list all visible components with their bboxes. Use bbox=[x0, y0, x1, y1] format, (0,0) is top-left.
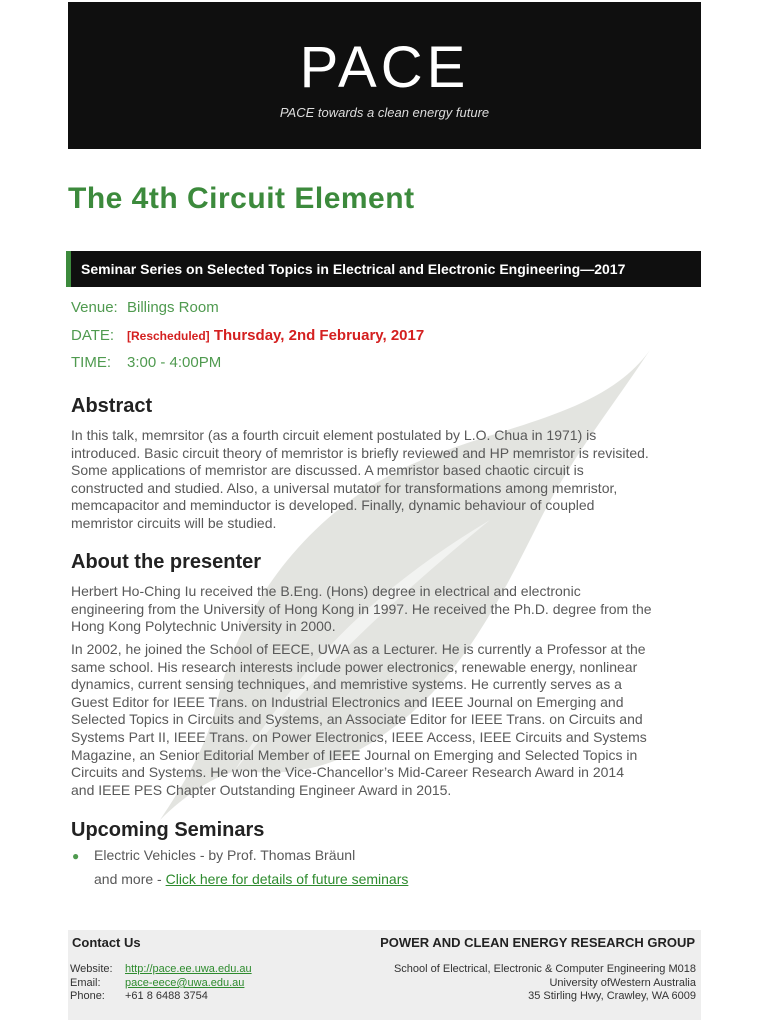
seminar-more bbox=[94, 871, 408, 887]
website-label: Website: bbox=[70, 963, 113, 975]
text-line: engineering from the University of Hong Kong in 1997. He received the Ph.D. degree from the bbox=[71, 600, 652, 617]
text-line: memcapacitor and meminductor is developed. Finally, dynamic behaviour of coupled bbox=[71, 497, 595, 514]
contact-footer bbox=[68, 930, 701, 1020]
phone-label: Phone: bbox=[70, 990, 105, 1002]
time-row bbox=[71, 354, 221, 371]
venue-label: Venue: bbox=[71, 299, 118, 316]
seminar-list-item bbox=[72, 847, 355, 863]
seminar-title: Electric Vehicles - by Prof. Thomas Bräunl bbox=[94, 847, 356, 863]
text-line: constructed and studied. Also, a universal mutator for transformations among memristor, bbox=[71, 479, 618, 496]
date-row bbox=[71, 327, 424, 344]
text-line: and IEEE PES Chapter Outstanding Engineer Award in 2015. bbox=[71, 781, 452, 798]
website-link[interactable]: http://pace.ee.uwa.edu.au bbox=[125, 963, 252, 975]
website-row bbox=[70, 963, 252, 975]
venue-row bbox=[71, 299, 219, 316]
text-line: Circuits and Systems. He won the Vice-Chancellor’s Mid-Career Research Award in 2014 bbox=[71, 764, 624, 781]
text-line: Herbert Ho-Ching Iu received the B.Eng. (Hons) degree in electrical and electronic bbox=[71, 583, 581, 599]
header-banner bbox=[68, 2, 701, 149]
email-row bbox=[70, 977, 244, 989]
text-line: memristor circuits will be studied. bbox=[71, 514, 277, 531]
address-line: School of Electrical, Electronic & Computer Engineering M018 bbox=[393, 963, 696, 975]
text-line: In 2002, he joined the School of EECE, UWA as a Lecturer. He is currently a Professor at the bbox=[71, 641, 646, 657]
email-link[interactable]: pace-eece@uwa.edu.au bbox=[125, 977, 245, 989]
text-line: Selected Topics in Circuits and Systems, an Associate Editor for IEEE Trans. on Circuits and bbox=[71, 711, 643, 728]
abstract-text bbox=[71, 427, 697, 533]
time-value: 3:00 - 4:00PM bbox=[127, 354, 222, 371]
venue-value: Billings Room bbox=[127, 299, 219, 316]
text-line: Hong Kong Polytechnic University in 2000. bbox=[71, 618, 336, 635]
presenter-heading: About the presenter bbox=[71, 551, 262, 573]
text-line: dynamics, current sensing techniques, and memristive systems. He currently serves as a bbox=[71, 676, 622, 693]
time-label: TIME: bbox=[71, 354, 111, 371]
text-line: Some applications of memristor are discussed. A memristor based chaotic circuit is bbox=[71, 462, 584, 479]
text-line: Magazine, an Senior Editorial Member of IEEE Journal on Emerging and Selected Topics in bbox=[71, 746, 638, 763]
upcoming-heading: Upcoming Seminars bbox=[71, 819, 265, 841]
bullet-icon: ● bbox=[72, 849, 80, 863]
group-heading: POWER AND CLEAN ENERGY RESEARCH GROUP bbox=[380, 935, 695, 950]
abstract-heading: Abstract bbox=[71, 395, 153, 417]
text-line: Systems Part II, IEEE Trans. on Power Electronics, IEEE Access, IEEE Circuits and Systems bbox=[71, 728, 647, 745]
address-line: University ofWestern Australia bbox=[549, 977, 696, 989]
page-title: The 4th Circuit Element bbox=[68, 182, 415, 215]
text-line: same school. His research interests include power electronics, renewable energy, nonlinear bbox=[71, 658, 638, 675]
series-bar bbox=[66, 251, 701, 287]
contact-heading: Contact Us bbox=[72, 935, 141, 950]
banner-subtitle: PACE towards a clean energy future bbox=[279, 105, 490, 120]
banner-title: PACE bbox=[299, 35, 470, 100]
series-text: Seminar Series on Selected Topics in Electrical and Electronic Engineering—2017 bbox=[81, 261, 626, 277]
date-value: Thursday, 2nd February, 2017 bbox=[213, 327, 425, 344]
rescheduled-note: [Rescheduled] bbox=[127, 329, 210, 343]
email-label: Email: bbox=[70, 977, 101, 989]
text-line: Guest Editor for IEEE Trans. on Industrial Electronics and IEEE Journal on Emerging and bbox=[71, 693, 624, 710]
presenter-bio-1 bbox=[71, 583, 697, 636]
presenter-bio-2 bbox=[71, 641, 697, 799]
more-prefix: and more - bbox=[94, 871, 166, 887]
text-line: introduced. Basic circuit theory of memristor is briefly reviewed and HP memristor is revisited. bbox=[71, 444, 649, 461]
address-line: 35 Stirling Hwy, Crawley, WA 6009 bbox=[528, 990, 696, 1002]
future-seminars-link[interactable]: Click here for details of future seminars bbox=[165, 871, 409, 887]
text-line: In this talk, memrsitor (as a fourth circuit element postulated by L.O. Chua in 1971) is bbox=[71, 427, 597, 443]
phone-value: +61 8 6488 3754 bbox=[125, 990, 208, 1002]
phone-row bbox=[70, 990, 208, 1002]
date-label: DATE: bbox=[71, 327, 115, 344]
